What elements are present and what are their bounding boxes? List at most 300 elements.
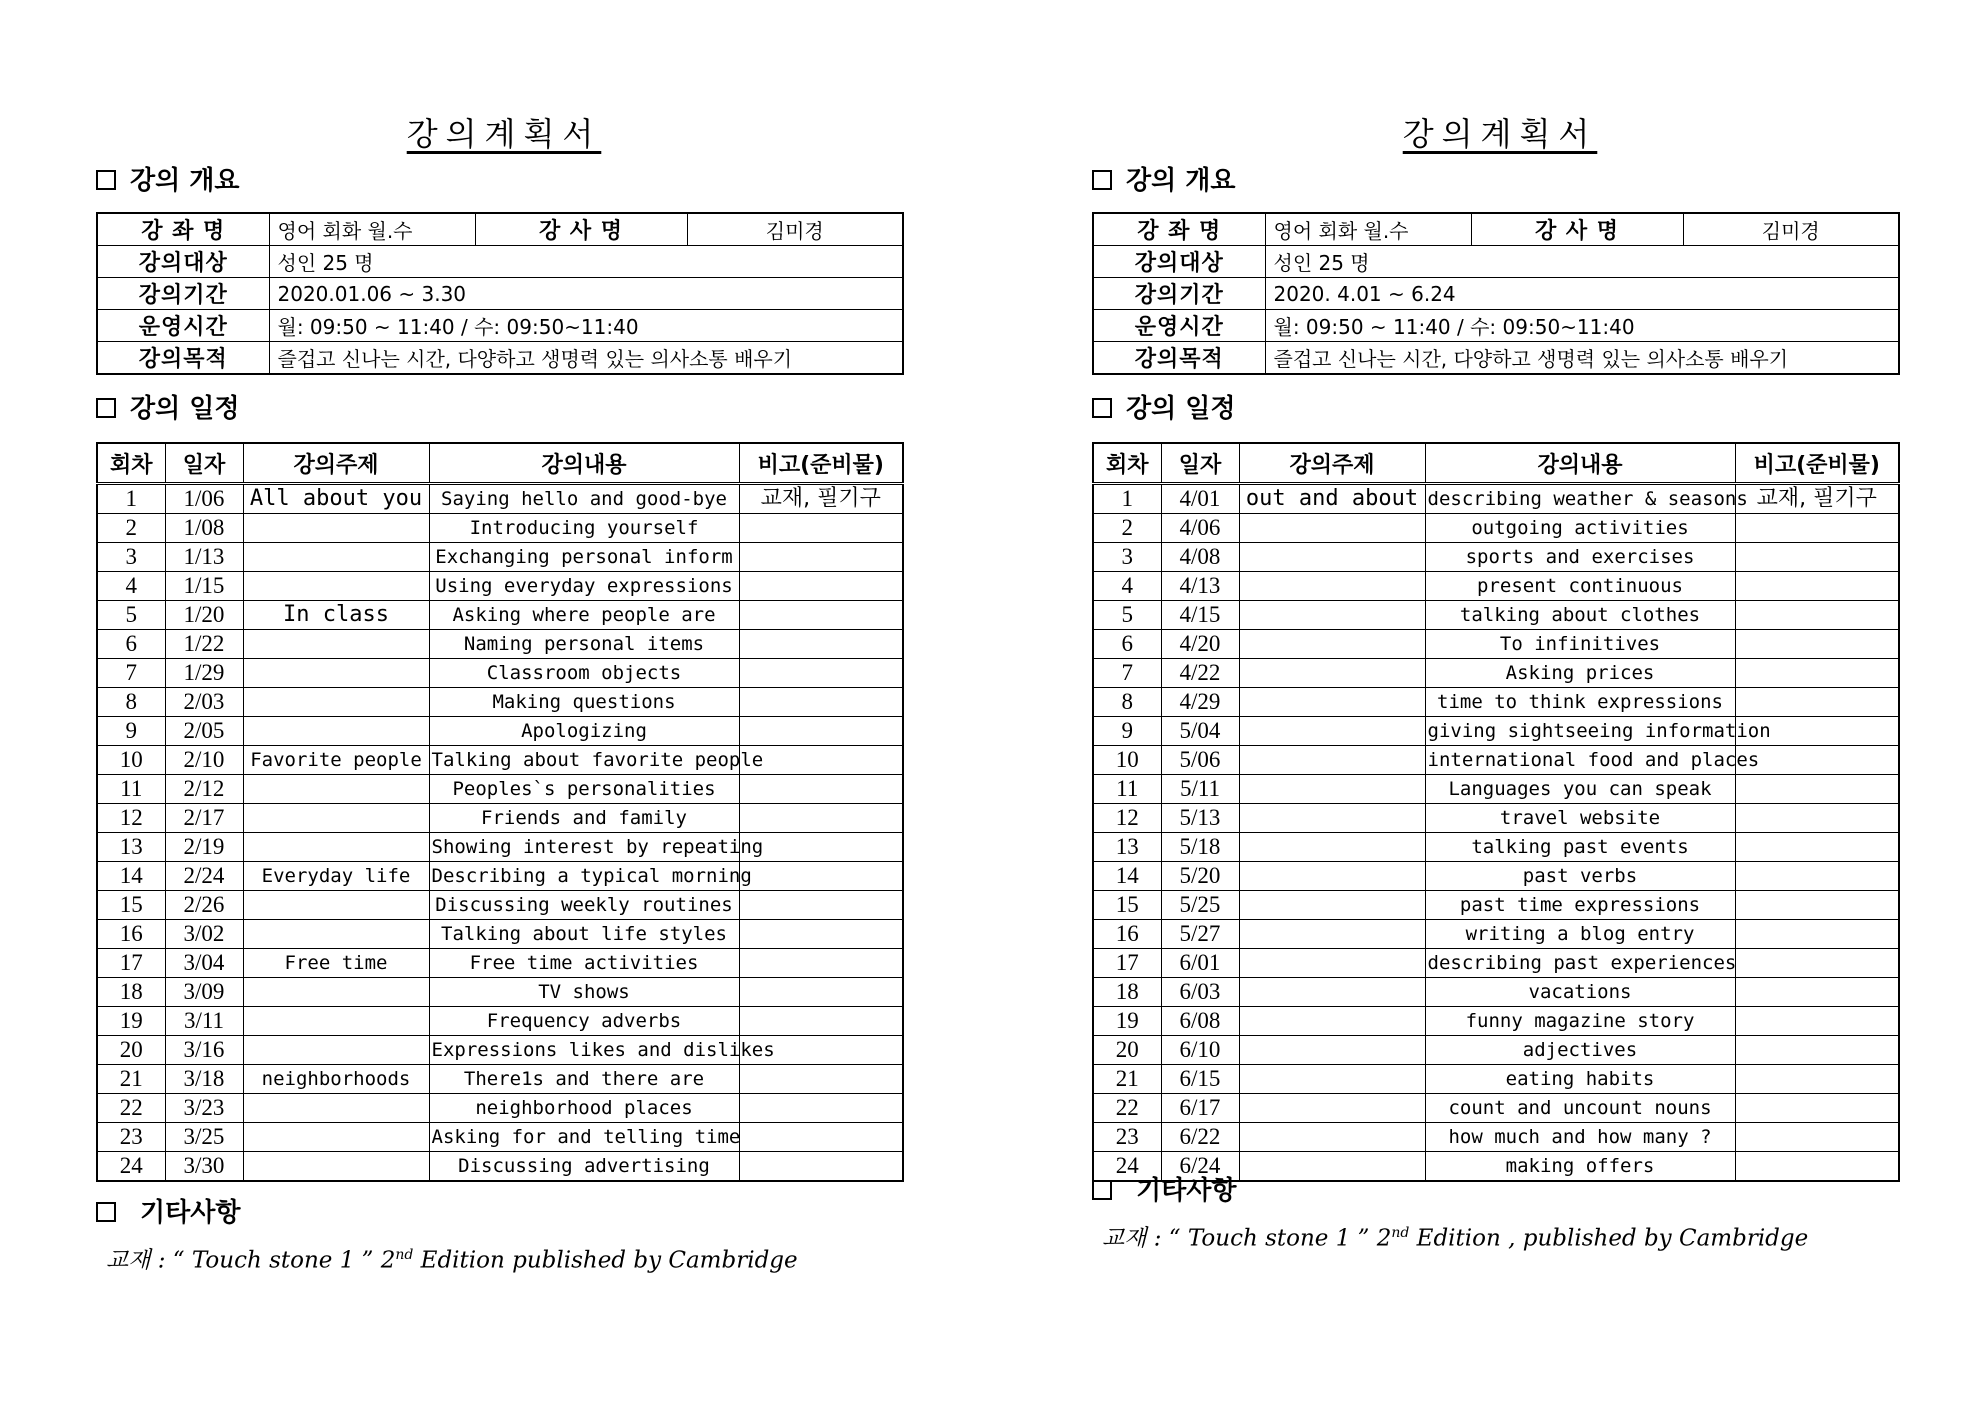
note-cell xyxy=(1735,833,1899,862)
table-row xyxy=(1093,1065,1899,1094)
table-row xyxy=(97,920,903,949)
note-cell xyxy=(1735,891,1899,920)
date-cell: 1/15 xyxy=(165,572,243,601)
session-cell: 7 xyxy=(1093,659,1161,688)
session-cell: 15 xyxy=(97,891,165,920)
topic-cell xyxy=(1239,920,1425,949)
note-cell: 교재, 필기구 xyxy=(1735,484,1899,514)
table-row xyxy=(1093,1007,1899,1036)
table-row xyxy=(97,862,903,891)
session-cell: 7 xyxy=(97,659,165,688)
topic-cell xyxy=(1239,804,1425,833)
date-cell: 6/01 xyxy=(1161,949,1239,978)
date-cell: 2/26 xyxy=(165,891,243,920)
date-cell: 6/24 xyxy=(1161,1152,1239,1182)
topic-cell xyxy=(1239,746,1425,775)
table-row xyxy=(97,630,903,659)
table-row xyxy=(97,1152,903,1182)
content-cell: past time expressions xyxy=(1425,891,1735,920)
topic-cell xyxy=(1239,1123,1425,1152)
table-row xyxy=(1093,920,1899,949)
topic-cell xyxy=(243,978,429,1007)
topic-cell xyxy=(243,630,429,659)
date-cell: 6/17 xyxy=(1161,1094,1239,1123)
instructor-label: 강 사 명 xyxy=(475,213,687,246)
session-cell: 8 xyxy=(97,688,165,717)
header-content: 강의내용 xyxy=(429,443,739,484)
note-cell xyxy=(739,1007,903,1036)
table-row xyxy=(97,1123,903,1152)
topic-cell xyxy=(1239,862,1425,891)
table-row xyxy=(97,1007,903,1036)
topic-cell xyxy=(243,891,429,920)
topic-cell xyxy=(1239,775,1425,804)
table-row xyxy=(1093,484,1899,514)
content-cell: talking about clothes xyxy=(1425,601,1735,630)
topic-cell xyxy=(1239,659,1425,688)
content-cell: Naming personal items xyxy=(429,630,739,659)
topic-cell xyxy=(1239,833,1425,862)
table-row xyxy=(1093,1094,1899,1123)
target-value: 성인 25 명 xyxy=(269,246,903,278)
session-cell: 20 xyxy=(1093,1036,1161,1065)
content-cell: Discussing advertising xyxy=(429,1152,739,1182)
session-cell: 15 xyxy=(1093,891,1161,920)
date-cell: 5/13 xyxy=(1161,804,1239,833)
session-cell: 18 xyxy=(97,978,165,1007)
session-cell: 9 xyxy=(97,717,165,746)
table-row xyxy=(1093,717,1899,746)
date-cell: 6/22 xyxy=(1161,1123,1239,1152)
instructor-label: 강 사 명 xyxy=(1471,213,1683,246)
note-cell xyxy=(1735,659,1899,688)
overview-table xyxy=(96,212,904,375)
topic-cell xyxy=(243,804,429,833)
session-cell: 17 xyxy=(1093,949,1161,978)
header-date: 일자 xyxy=(1161,443,1239,484)
table-row xyxy=(97,484,903,514)
topic-cell: Free time xyxy=(243,949,429,978)
date-cell: 3/04 xyxy=(165,949,243,978)
session-cell: 5 xyxy=(1093,601,1161,630)
topic-cell xyxy=(243,572,429,601)
topic-cell xyxy=(1239,572,1425,601)
date-cell: 6/08 xyxy=(1161,1007,1239,1036)
topic-cell xyxy=(1239,1152,1425,1182)
content-cell: Languages you can speak xyxy=(1425,775,1735,804)
table-row xyxy=(1093,1123,1899,1152)
session-cell: 21 xyxy=(1093,1065,1161,1094)
overview-row-period xyxy=(1093,278,1899,310)
period-label: 강의기간 xyxy=(1093,278,1265,310)
topic-cell xyxy=(1239,688,1425,717)
note-cell xyxy=(739,746,903,775)
target-label: 강의대상 xyxy=(97,246,269,278)
table-row xyxy=(97,601,903,630)
topic-cell xyxy=(1239,978,1425,1007)
note-cell xyxy=(739,688,903,717)
table-row xyxy=(1093,804,1899,833)
note-cell xyxy=(1735,572,1899,601)
note-cell xyxy=(739,514,903,543)
goal-value: 즐겁고 신나는 시간, 다양하고 생명력 있는 의사소통 배우기 xyxy=(1265,342,1899,375)
content-cell: Peoples`s personalities xyxy=(429,775,739,804)
session-cell: 23 xyxy=(97,1123,165,1152)
date-cell: 4/08 xyxy=(1161,543,1239,572)
date-cell: 4/13 xyxy=(1161,572,1239,601)
session-cell: 19 xyxy=(97,1007,165,1036)
topic-cell xyxy=(1239,1036,1425,1065)
date-cell: 4/15 xyxy=(1161,601,1239,630)
period-value: 2020.01.06 ~ 3.30 xyxy=(269,278,903,310)
content-cell: Making questions xyxy=(429,688,739,717)
overview-row-goal xyxy=(1093,342,1899,375)
course-value: 영어 회화 월.수 xyxy=(269,213,475,246)
content-cell: international food and places xyxy=(1425,746,1735,775)
content-cell: Saying hello and good-bye xyxy=(429,484,739,514)
checkbox-icon xyxy=(1092,1180,1112,1200)
table-row xyxy=(1093,746,1899,775)
header-session: 회차 xyxy=(1093,443,1161,484)
date-cell: 2/12 xyxy=(165,775,243,804)
topic-cell: In class xyxy=(243,601,429,630)
session-cell: 9 xyxy=(1093,717,1161,746)
topic-cell xyxy=(1239,1007,1425,1036)
date-cell: 3/09 xyxy=(165,978,243,1007)
note-cell xyxy=(739,920,903,949)
table-row xyxy=(1093,775,1899,804)
note-cell xyxy=(1735,1065,1899,1094)
session-cell: 13 xyxy=(1093,833,1161,862)
session-cell: 1 xyxy=(1093,484,1161,514)
table-row xyxy=(1093,659,1899,688)
period-label: 강의기간 xyxy=(97,278,269,310)
textbook-note: 교재 : “ Touch stone 1 ” 2nd Edition published by Cambridge xyxy=(106,1247,798,1274)
other-heading: 기타사항 xyxy=(1092,1174,1236,1208)
note-cell xyxy=(739,717,903,746)
content-cell: Discussing weekly routines xyxy=(429,891,739,920)
session-cell: 17 xyxy=(97,949,165,978)
content-cell: count and uncount nouns xyxy=(1425,1094,1735,1123)
header-topic: 강의주제 xyxy=(243,443,429,484)
note-cell xyxy=(1735,920,1899,949)
session-cell: 5 xyxy=(97,601,165,630)
table-row xyxy=(97,1065,903,1094)
content-cell: eating habits xyxy=(1425,1065,1735,1094)
topic-cell xyxy=(243,833,429,862)
note-cell xyxy=(1735,688,1899,717)
overview-row-period xyxy=(97,278,903,310)
instructor-value: 김미경 xyxy=(687,213,903,246)
table-row xyxy=(97,659,903,688)
date-cell: 2/24 xyxy=(165,862,243,891)
table-row xyxy=(97,514,903,543)
session-cell: 3 xyxy=(97,543,165,572)
header-note: 비고(준비물) xyxy=(1735,443,1899,484)
date-cell: 4/22 xyxy=(1161,659,1239,688)
session-cell: 8 xyxy=(1093,688,1161,717)
date-cell: 2/17 xyxy=(165,804,243,833)
date-cell: 4/01 xyxy=(1161,484,1239,514)
checkbox-icon xyxy=(1092,170,1112,190)
overview-row-target xyxy=(1093,246,1899,278)
note-cell xyxy=(1735,514,1899,543)
note-cell xyxy=(739,949,903,978)
session-cell: 2 xyxy=(1093,514,1161,543)
date-cell: 5/18 xyxy=(1161,833,1239,862)
checkbox-icon xyxy=(96,1202,116,1222)
table-row xyxy=(1093,891,1899,920)
content-cell: Friends and family xyxy=(429,804,739,833)
table-row xyxy=(1093,572,1899,601)
date-cell: 3/16 xyxy=(165,1036,243,1065)
topic-cell: All about you xyxy=(243,484,429,514)
content-cell: Exchanging personal inform xyxy=(429,543,739,572)
date-cell: 3/30 xyxy=(165,1152,243,1182)
note-cell xyxy=(739,891,903,920)
content-cell: how much and how many ? xyxy=(1425,1123,1735,1152)
other-heading: 기타사항 xyxy=(96,1196,240,1230)
note-cell xyxy=(739,804,903,833)
date-cell: 6/15 xyxy=(1161,1065,1239,1094)
note-cell xyxy=(739,978,903,1007)
note-cell xyxy=(1735,862,1899,891)
session-cell: 19 xyxy=(1093,1007,1161,1036)
hours-value: 월: 09:50 ~ 11:40 / 수: 09:50~11:40 xyxy=(269,310,903,342)
table-row xyxy=(97,572,903,601)
topic-cell xyxy=(1239,717,1425,746)
note-cell xyxy=(1735,543,1899,572)
date-cell: 2/05 xyxy=(165,717,243,746)
note-cell xyxy=(739,775,903,804)
note-cell xyxy=(739,1094,903,1123)
session-cell: 24 xyxy=(1093,1152,1161,1182)
goal-label: 강의목적 xyxy=(1093,342,1265,375)
session-cell: 6 xyxy=(97,630,165,659)
content-cell: There1s and there are xyxy=(429,1065,739,1094)
session-cell: 16 xyxy=(1093,920,1161,949)
note-cell xyxy=(1735,1094,1899,1123)
date-cell: 5/06 xyxy=(1161,746,1239,775)
overview-table xyxy=(1092,212,1900,375)
session-cell: 16 xyxy=(97,920,165,949)
goal-value: 즐겁고 신나는 시간, 다양하고 생명력 있는 의사소통 배우기 xyxy=(269,342,903,375)
topic-cell xyxy=(1239,514,1425,543)
schedule-heading: 강의 일정 xyxy=(96,392,240,426)
note-cell: 교재, 필기구 xyxy=(739,484,903,514)
content-cell: writing a blog entry xyxy=(1425,920,1735,949)
instructor-value: 김미경 xyxy=(1683,213,1899,246)
content-cell: neighborhood places xyxy=(429,1094,739,1123)
session-cell: 10 xyxy=(97,746,165,775)
topic-cell xyxy=(243,543,429,572)
date-cell: 1/08 xyxy=(165,514,243,543)
table-row xyxy=(1093,949,1899,978)
overview-heading: 강의 개요 xyxy=(1092,164,1236,198)
note-cell xyxy=(739,1065,903,1094)
table-row xyxy=(97,833,903,862)
table-row xyxy=(1093,514,1899,543)
session-cell: 12 xyxy=(1093,804,1161,833)
header-content: 강의내용 xyxy=(1425,443,1735,484)
content-cell: past verbs xyxy=(1425,862,1735,891)
topic-cell xyxy=(243,514,429,543)
topic-cell xyxy=(243,717,429,746)
checkbox-icon xyxy=(96,398,116,418)
table-row xyxy=(1093,543,1899,572)
note-cell xyxy=(739,862,903,891)
overview-row-course xyxy=(97,213,903,246)
content-cell: travel website xyxy=(1425,804,1735,833)
table-row xyxy=(1093,833,1899,862)
table-row xyxy=(1093,862,1899,891)
overview-row-hours xyxy=(1093,310,1899,342)
note-cell xyxy=(739,833,903,862)
schedule-table xyxy=(96,442,904,1182)
content-cell: Free time activities xyxy=(429,949,739,978)
schedule-table xyxy=(1092,442,1900,1182)
content-cell: sports and exercises xyxy=(1425,543,1735,572)
date-cell: 2/10 xyxy=(165,746,243,775)
content-cell: Asking where people are xyxy=(429,601,739,630)
target-label: 강의대상 xyxy=(1093,246,1265,278)
note-cell xyxy=(739,1152,903,1182)
checkbox-icon xyxy=(96,170,116,190)
session-cell: 11 xyxy=(97,775,165,804)
schedule-header-row xyxy=(1093,443,1899,484)
topic-cell xyxy=(243,1123,429,1152)
course-value: 영어 회화 월.수 xyxy=(1265,213,1471,246)
table-row xyxy=(97,891,903,920)
content-cell: giving sightseeing information xyxy=(1425,717,1735,746)
table-row xyxy=(1093,1036,1899,1065)
session-cell: 24 xyxy=(97,1152,165,1182)
overview-heading: 강의 개요 xyxy=(96,164,240,198)
note-cell xyxy=(739,630,903,659)
content-cell: Talking about favorite people xyxy=(429,746,739,775)
content-cell: describing weather & seasons xyxy=(1425,484,1735,514)
date-cell: 6/03 xyxy=(1161,978,1239,1007)
table-row xyxy=(97,746,903,775)
table-row xyxy=(1093,601,1899,630)
session-cell: 10 xyxy=(1093,746,1161,775)
note-cell xyxy=(739,543,903,572)
content-cell: present continuous xyxy=(1425,572,1735,601)
date-cell: 2/19 xyxy=(165,833,243,862)
content-cell: vacations xyxy=(1425,978,1735,1007)
session-cell: 22 xyxy=(97,1094,165,1123)
note-cell xyxy=(1735,949,1899,978)
schedule-header-row xyxy=(97,443,903,484)
topic-cell xyxy=(243,688,429,717)
date-cell: 3/11 xyxy=(165,1007,243,1036)
overview-row-target xyxy=(97,246,903,278)
table-row xyxy=(97,688,903,717)
note-cell xyxy=(1735,630,1899,659)
note-cell xyxy=(1735,1123,1899,1152)
date-cell: 5/25 xyxy=(1161,891,1239,920)
goal-label: 강의목적 xyxy=(97,342,269,375)
table-row xyxy=(97,949,903,978)
session-cell: 22 xyxy=(1093,1094,1161,1123)
content-cell: Asking prices xyxy=(1425,659,1735,688)
date-cell: 1/06 xyxy=(165,484,243,514)
header-note: 비고(준비물) xyxy=(739,443,903,484)
topic-cell xyxy=(243,1094,429,1123)
date-cell: 6/10 xyxy=(1161,1036,1239,1065)
date-cell: 4/29 xyxy=(1161,688,1239,717)
schedule-heading: 강의 일정 xyxy=(1092,392,1236,426)
note-cell xyxy=(1735,746,1899,775)
date-cell: 4/20 xyxy=(1161,630,1239,659)
session-cell: 14 xyxy=(97,862,165,891)
hours-label: 운영시간 xyxy=(97,310,269,342)
session-cell: 4 xyxy=(1093,572,1161,601)
note-cell xyxy=(1735,601,1899,630)
session-cell: 6 xyxy=(1093,630,1161,659)
content-cell: TV shows xyxy=(429,978,739,1007)
date-cell: 3/25 xyxy=(165,1123,243,1152)
date-cell: 4/06 xyxy=(1161,514,1239,543)
overview-row-hours xyxy=(97,310,903,342)
content-cell: talking past events xyxy=(1425,833,1735,862)
table-row xyxy=(97,804,903,833)
date-cell: 5/04 xyxy=(1161,717,1239,746)
content-cell: adjectives xyxy=(1425,1036,1735,1065)
date-cell: 5/11 xyxy=(1161,775,1239,804)
note-cell xyxy=(1735,1036,1899,1065)
date-cell: 1/13 xyxy=(165,543,243,572)
textbook-note: 교재 : “ Touch stone 1 ” 2nd Edition , published by Cambridge xyxy=(1102,1225,1809,1252)
content-cell: Using everyday expressions xyxy=(429,572,739,601)
topic-cell xyxy=(1239,1065,1425,1094)
hours-value: 월: 09:50 ~ 11:40 / 수: 09:50~11:40 xyxy=(1265,310,1899,342)
date-cell: 1/20 xyxy=(165,601,243,630)
topic-cell xyxy=(1239,891,1425,920)
session-cell: 21 xyxy=(97,1065,165,1094)
table-row xyxy=(97,775,903,804)
session-cell: 20 xyxy=(97,1036,165,1065)
note-cell xyxy=(1735,1152,1899,1182)
table-row xyxy=(1093,630,1899,659)
header-topic: 강의주제 xyxy=(1239,443,1425,484)
checkbox-icon xyxy=(1092,398,1112,418)
overview-row-goal xyxy=(97,342,903,375)
session-cell: 18 xyxy=(1093,978,1161,1007)
content-cell: Talking about life styles xyxy=(429,920,739,949)
topic-cell: Everyday life xyxy=(243,862,429,891)
content-cell: funny magazine story xyxy=(1425,1007,1735,1036)
note-cell xyxy=(1735,775,1899,804)
topic-cell: neighborhoods xyxy=(243,1065,429,1094)
topic-cell xyxy=(243,775,429,804)
topic-cell xyxy=(243,1036,429,1065)
course-label: 강 좌 명 xyxy=(1093,213,1265,246)
target-value: 성인 25 명 xyxy=(1265,246,1899,278)
header-session: 회차 xyxy=(97,443,165,484)
date-cell: 3/02 xyxy=(165,920,243,949)
note-cell xyxy=(1735,804,1899,833)
note-cell xyxy=(739,659,903,688)
table-row xyxy=(1093,688,1899,717)
date-cell: 1/22 xyxy=(165,630,243,659)
note-cell xyxy=(739,572,903,601)
hours-label: 운영시간 xyxy=(1093,310,1265,342)
content-cell: Introducing yourself xyxy=(429,514,739,543)
topic-cell: out and about xyxy=(1239,484,1425,514)
note-cell xyxy=(739,601,903,630)
date-cell: 3/23 xyxy=(165,1094,243,1123)
